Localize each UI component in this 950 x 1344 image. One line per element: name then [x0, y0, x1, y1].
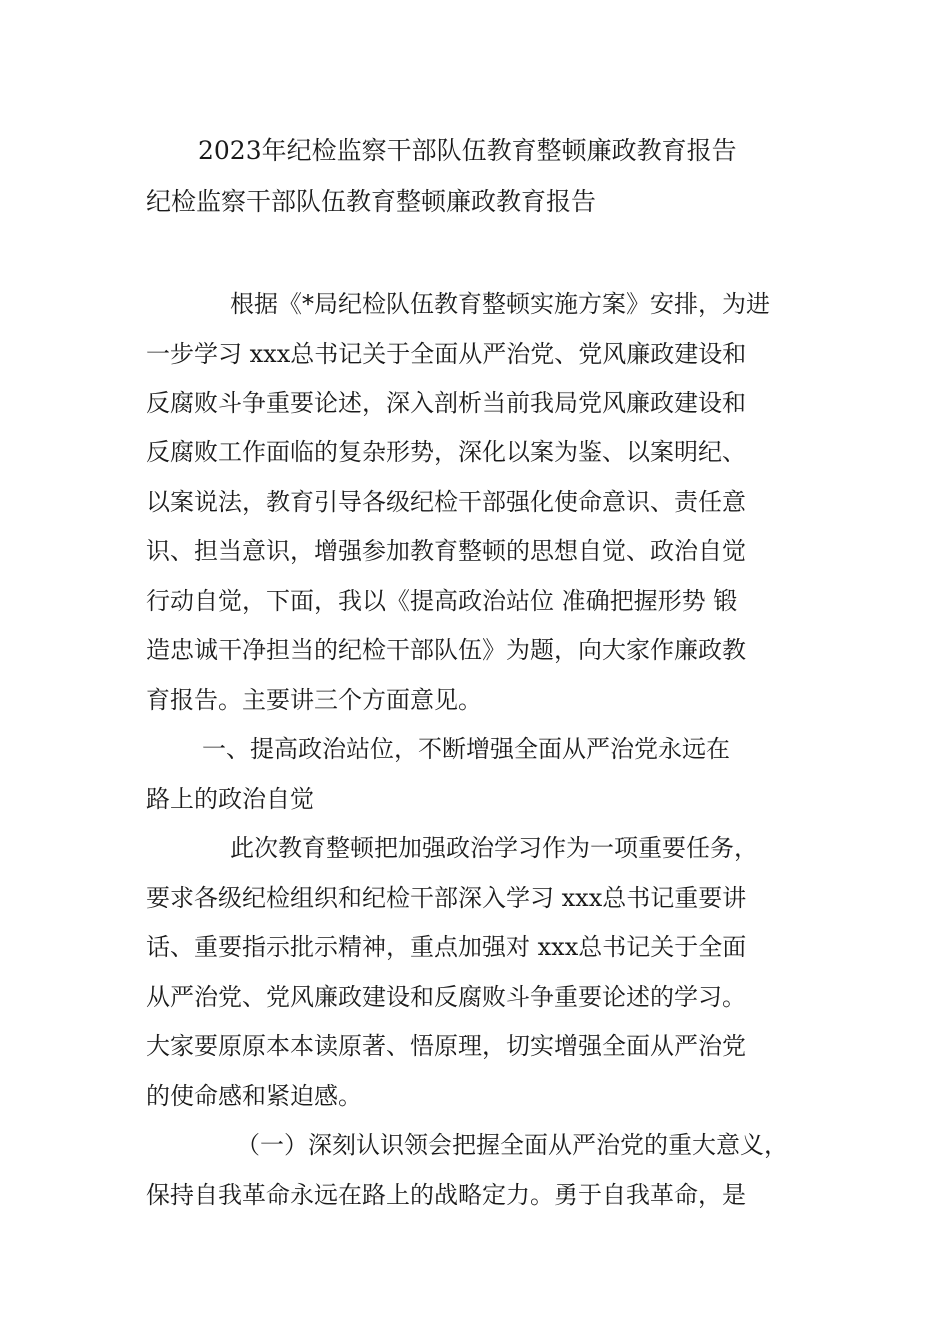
paragraph-line: 以案说法，教育引导各级纪检干部强化使命意识、责任意	[146, 488, 746, 516]
subsection-heading-line: （一）深刻认识领会把握全面从严治党的重大意义，	[236, 1131, 788, 1159]
paragraph-line: 话、重要指示批示精神，重点加强对 xxx总书记关于全面	[146, 933, 747, 961]
section-heading-line: 一、提高政治站位，不断增强全面从严治党永远在	[202, 735, 730, 763]
paragraph-line: 根据《*局纪检队伍教育整顿实施方案》安排，为进	[230, 290, 770, 318]
paragraph-line: 反腐败斗争重要论述，深入剖析当前我局党风廉政建设和	[146, 389, 746, 417]
document-title: 2023年纪检监察干部队伍教育整顿廉政教育报告	[198, 136, 737, 165]
paragraph-line: 造忠诚干净担当的纪检干部队伍》为题，向大家作廉政教	[146, 636, 746, 664]
paragraph-line: 此次教育整顿把加强政治学习作为一项重要任务，	[230, 834, 758, 862]
paragraph-line: 识、担当意识，增强参加教育整顿的思想自觉、政治自觉	[146, 537, 746, 565]
section-heading-line: 路上的政治自觉	[146, 785, 314, 813]
paragraph-line: 一步学习 xxx总书记关于全面从严治党、党风廉政建设和	[146, 340, 747, 368]
paragraph-line: 要求各级纪检组织和纪检干部深入学习 xxx总书记重要讲	[146, 884, 747, 912]
paragraph-line: 保持自我革命永远在路上的战略定力。勇于自我革命，是	[146, 1181, 746, 1209]
paragraph-line: 的使命感和紧迫感。	[146, 1082, 362, 1110]
paragraph-line: 育报告。主要讲三个方面意见。	[146, 686, 482, 714]
paragraph-line: 从严治党、党风廉政建设和反腐败斗争重要论述的学习。	[146, 983, 746, 1011]
paragraph-line: 行动自觉，下面，我以《提高政治站位 准确把握形势 锻	[146, 587, 738, 615]
paragraph-line: 大家要原原本本读原著、悟原理，切实增强全面从严治党	[146, 1032, 746, 1060]
document-subtitle: 纪检监察干部队伍教育整顿廉政教育报告	[146, 187, 597, 216]
paragraph-line: 反腐败工作面临的复杂形势，深化以案为鉴、以案明纪、	[146, 438, 746, 466]
